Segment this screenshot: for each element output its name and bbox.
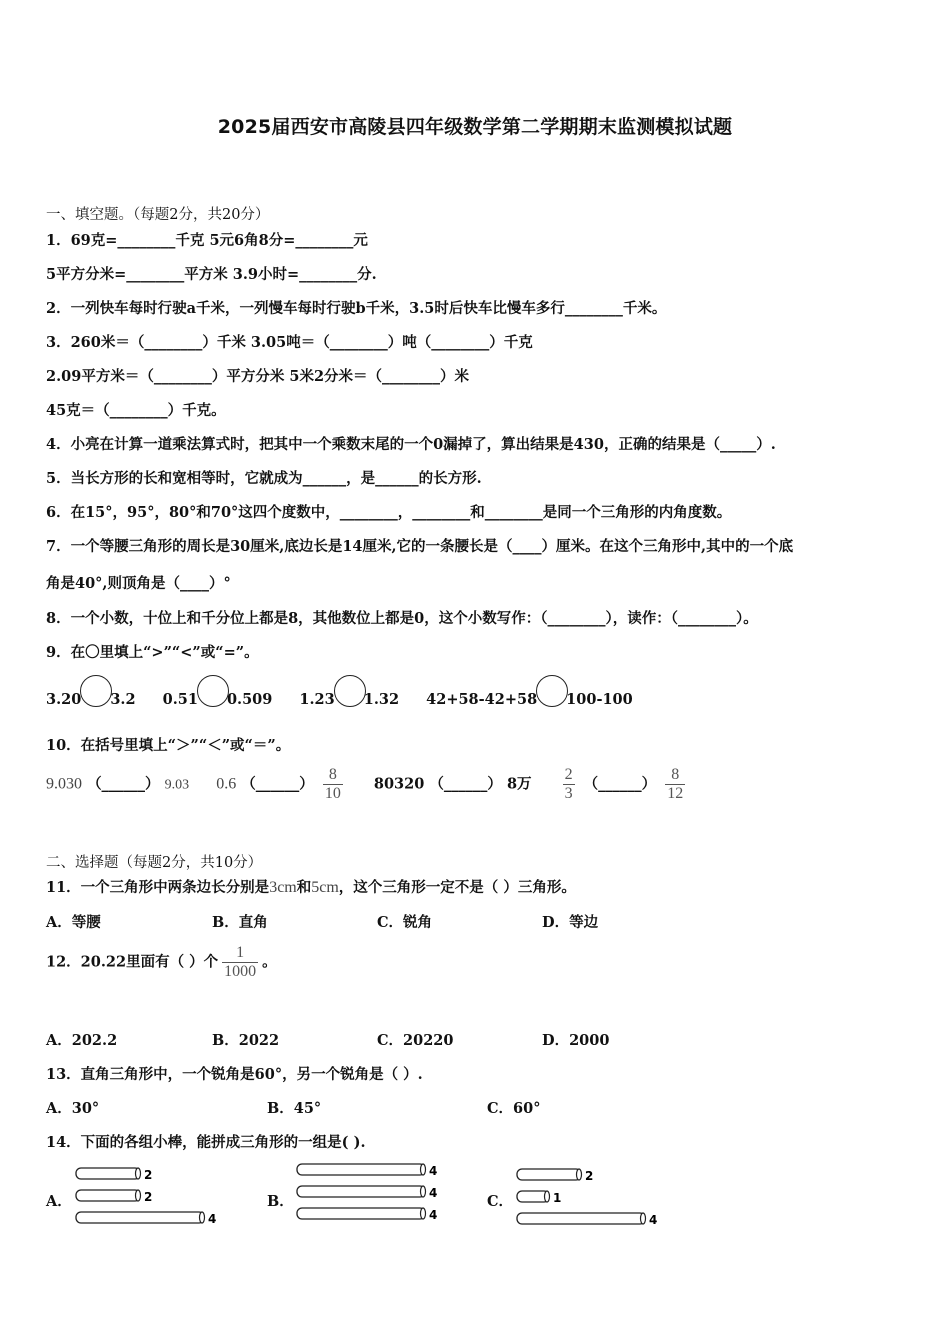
q13-option-c[interactable]: C．60° <box>487 1100 541 1117</box>
q10-a-right: 9.03 <box>164 777 190 793</box>
denominator: 10 <box>324 785 341 802</box>
question-1a: 1．69克=________千克 5元6角8分=________元 <box>46 232 368 249</box>
stick-A-2 <box>76 1190 140 1201</box>
stick-length-A-2: 2 <box>144 1190 153 1204</box>
question-10-items <box>46 766 689 803</box>
q11-length-b: 5cm <box>311 879 339 896</box>
stick-length-A-1: 2 <box>144 1168 153 1182</box>
question-10: 10．在括号里填上“＞”“＜”或“＝”。 <box>46 737 291 754</box>
q12-post: 。 <box>262 953 277 971</box>
stick-length-B-2: 4 <box>429 1186 438 1200</box>
stick-end-C-1 <box>577 1169 582 1180</box>
question-3b: 2.09平方米＝（________）平方分米 5米2分米＝（________）米 <box>46 368 470 385</box>
q14-option-c[interactable]: C． <box>487 1193 514 1210</box>
q10-c-left: 80320 <box>373 775 425 793</box>
q11-option-d[interactable]: D．等边 <box>542 914 599 931</box>
q10-b-blank[interactable]: （______） <box>241 775 314 793</box>
q13-option-a[interactable]: A．30° <box>46 1100 100 1117</box>
stick-end-A-2 <box>136 1190 141 1201</box>
stick-B-1 <box>297 1164 425 1175</box>
stick-B-3 <box>297 1208 425 1219</box>
q9-a-left: 3.20 <box>46 691 82 708</box>
question-9: 9．在〇里填上“>”“<”或“=”。 <box>46 644 259 661</box>
question-7a: 7．一个等腰三角形的周长是30厘米,底边长是14厘米,它的一条腰长是（____）厘米。在这个三角形中,其中的一个底 <box>46 538 794 555</box>
q9-a-right: 3.2 <box>110 691 136 708</box>
section2-heading: 二、选择题（每题2分，共10分） <box>46 855 263 871</box>
question-9-items <box>46 675 633 708</box>
stick-C-1 <box>517 1169 581 1180</box>
q12-pre: 12．20.22里面有（ ）个 <box>46 953 219 971</box>
q14-option-a[interactable]: A． <box>46 1193 72 1210</box>
question-3c: 45克＝（________）千克。 <box>46 402 226 419</box>
q11-pre: 11．一个三角形中两条边长分别是 <box>46 879 270 896</box>
q12-fraction <box>222 944 258 981</box>
question-6: 6．在15°，95°，80°和70°这四个度数中，________，________和________是同一个三角形的内角度数。 <box>46 504 732 521</box>
q9-c-left: 1.23 <box>299 691 335 708</box>
denominator: 12 <box>667 785 684 802</box>
stick-end-A-1 <box>136 1168 141 1179</box>
question-11 <box>46 876 576 897</box>
numerator: 8 <box>328 766 337 783</box>
q10-d-blank[interactable]: （______） <box>583 775 657 793</box>
question-1b: 5平方分米=________平方米 3.9小时=________分. <box>46 266 377 283</box>
q10-c-right: 8万 <box>506 775 532 793</box>
q11-mid: 和 <box>296 879 312 896</box>
compare-circle[interactable] <box>80 675 112 707</box>
question-3a: 3．260米＝（________）千米 3.05吨＝（________）吨（________）千克 <box>46 334 533 351</box>
stick-end-B-3 <box>421 1208 426 1219</box>
question-2: 2．一列快车每时行驶a千米，一列慢车每时行驶b千米，3.5时后快车比慢车多行________千米。 <box>46 300 667 317</box>
denominator: 3 <box>564 785 573 802</box>
q11-option-b[interactable]: B．直角 <box>212 914 268 931</box>
stick-end-A-3 <box>200 1212 205 1223</box>
stick-length-B-3: 4 <box>429 1208 438 1222</box>
q13-option-b[interactable]: B．45° <box>267 1100 322 1117</box>
q10-a-left: 9.030 <box>46 775 82 793</box>
compare-circle[interactable] <box>334 675 366 707</box>
q9-d-right: 100-100 <box>566 691 633 708</box>
denominator: 1000 <box>224 963 257 980</box>
stick-length-A-3: 4 <box>208 1212 217 1226</box>
q14-option-b[interactable]: B． <box>267 1193 294 1210</box>
question-8: 8．一个小数，十位上和千分位上都是8，其他数位上都是0，这个小数写作：（________），读作：（________）。 <box>46 610 758 627</box>
q12-option-c[interactable]: C．20220 <box>377 1032 454 1049</box>
stick-A-3 <box>76 1212 204 1223</box>
compare-circle[interactable] <box>536 675 568 707</box>
q10-c-blank[interactable]: （______） <box>429 775 502 793</box>
q10-a-blank[interactable]: （______） <box>87 775 160 793</box>
q11-option-a[interactable]: A．等腰 <box>46 914 101 931</box>
q11-option-c[interactable]: C．锐角 <box>377 914 433 931</box>
stick-end-B-2 <box>421 1186 426 1197</box>
stick-A-1 <box>76 1168 140 1179</box>
stick-length-C-3: 4 <box>649 1213 658 1227</box>
q11-length-a: 3cm <box>269 879 297 896</box>
q12-option-a[interactable]: A．202.2 <box>46 1032 118 1049</box>
numerator: 8 <box>671 766 680 783</box>
page-title: 2025届西安市高陵县四年级数学第二学期期末监测模拟试题 <box>217 116 733 138</box>
compare-circle[interactable] <box>197 675 229 707</box>
q10-b-fraction <box>323 766 343 803</box>
stick-C-2 <box>517 1191 549 1202</box>
q10-d-fraction-left <box>563 766 575 803</box>
stick-C-3 <box>517 1213 645 1224</box>
stick-end-C-2 <box>545 1191 550 1202</box>
q9-b-right: 0.509 <box>226 691 273 708</box>
question-13: 13．直角三角形中，一个锐角是60°，另一个锐角是（ ）. <box>46 1066 423 1083</box>
section1-heading: 一、填空题。（每题2分，共20分） <box>46 207 270 223</box>
stick-length-B-1: 4 <box>429 1164 438 1178</box>
numerator: 2 <box>564 766 573 783</box>
q9-b-left: 0.51 <box>162 691 198 708</box>
q11-post: ，这个三角形一定不是（ ）三角形。 <box>338 879 576 896</box>
stick-B-2 <box>297 1186 425 1197</box>
question-4: 4．小亮在计算一道乘法算式时，把其中一个乘数末尾的一个0漏掉了，算出结果是430，正确的结果是（_____）. <box>46 436 776 453</box>
q9-c-right: 1.32 <box>363 691 400 708</box>
stick-length-C-1: 2 <box>585 1169 594 1183</box>
q9-d-left: 42+58-42+58 <box>426 691 538 708</box>
question-7b: 角是40°,则顶角是（____）° <box>46 575 231 592</box>
q10-b-left: 0.6 <box>216 775 237 793</box>
numerator: 1 <box>236 944 245 961</box>
stick-end-B-1 <box>421 1164 426 1175</box>
stick-length-C-2: 1 <box>553 1191 562 1205</box>
q10-d-fraction-right <box>665 766 685 803</box>
q12-option-b[interactable]: B．2022 <box>212 1032 280 1049</box>
stick-end-C-3 <box>641 1213 646 1224</box>
question-12 <box>46 944 277 981</box>
question-14: 14．下面的各组小棒，能拼成三角形的一组是( ). <box>46 1134 366 1151</box>
q12-option-d[interactable]: D．2000 <box>542 1032 610 1049</box>
question-5: 5．当长方形的长和宽相等时，它就成为______，是______的长方形. <box>46 470 482 487</box>
